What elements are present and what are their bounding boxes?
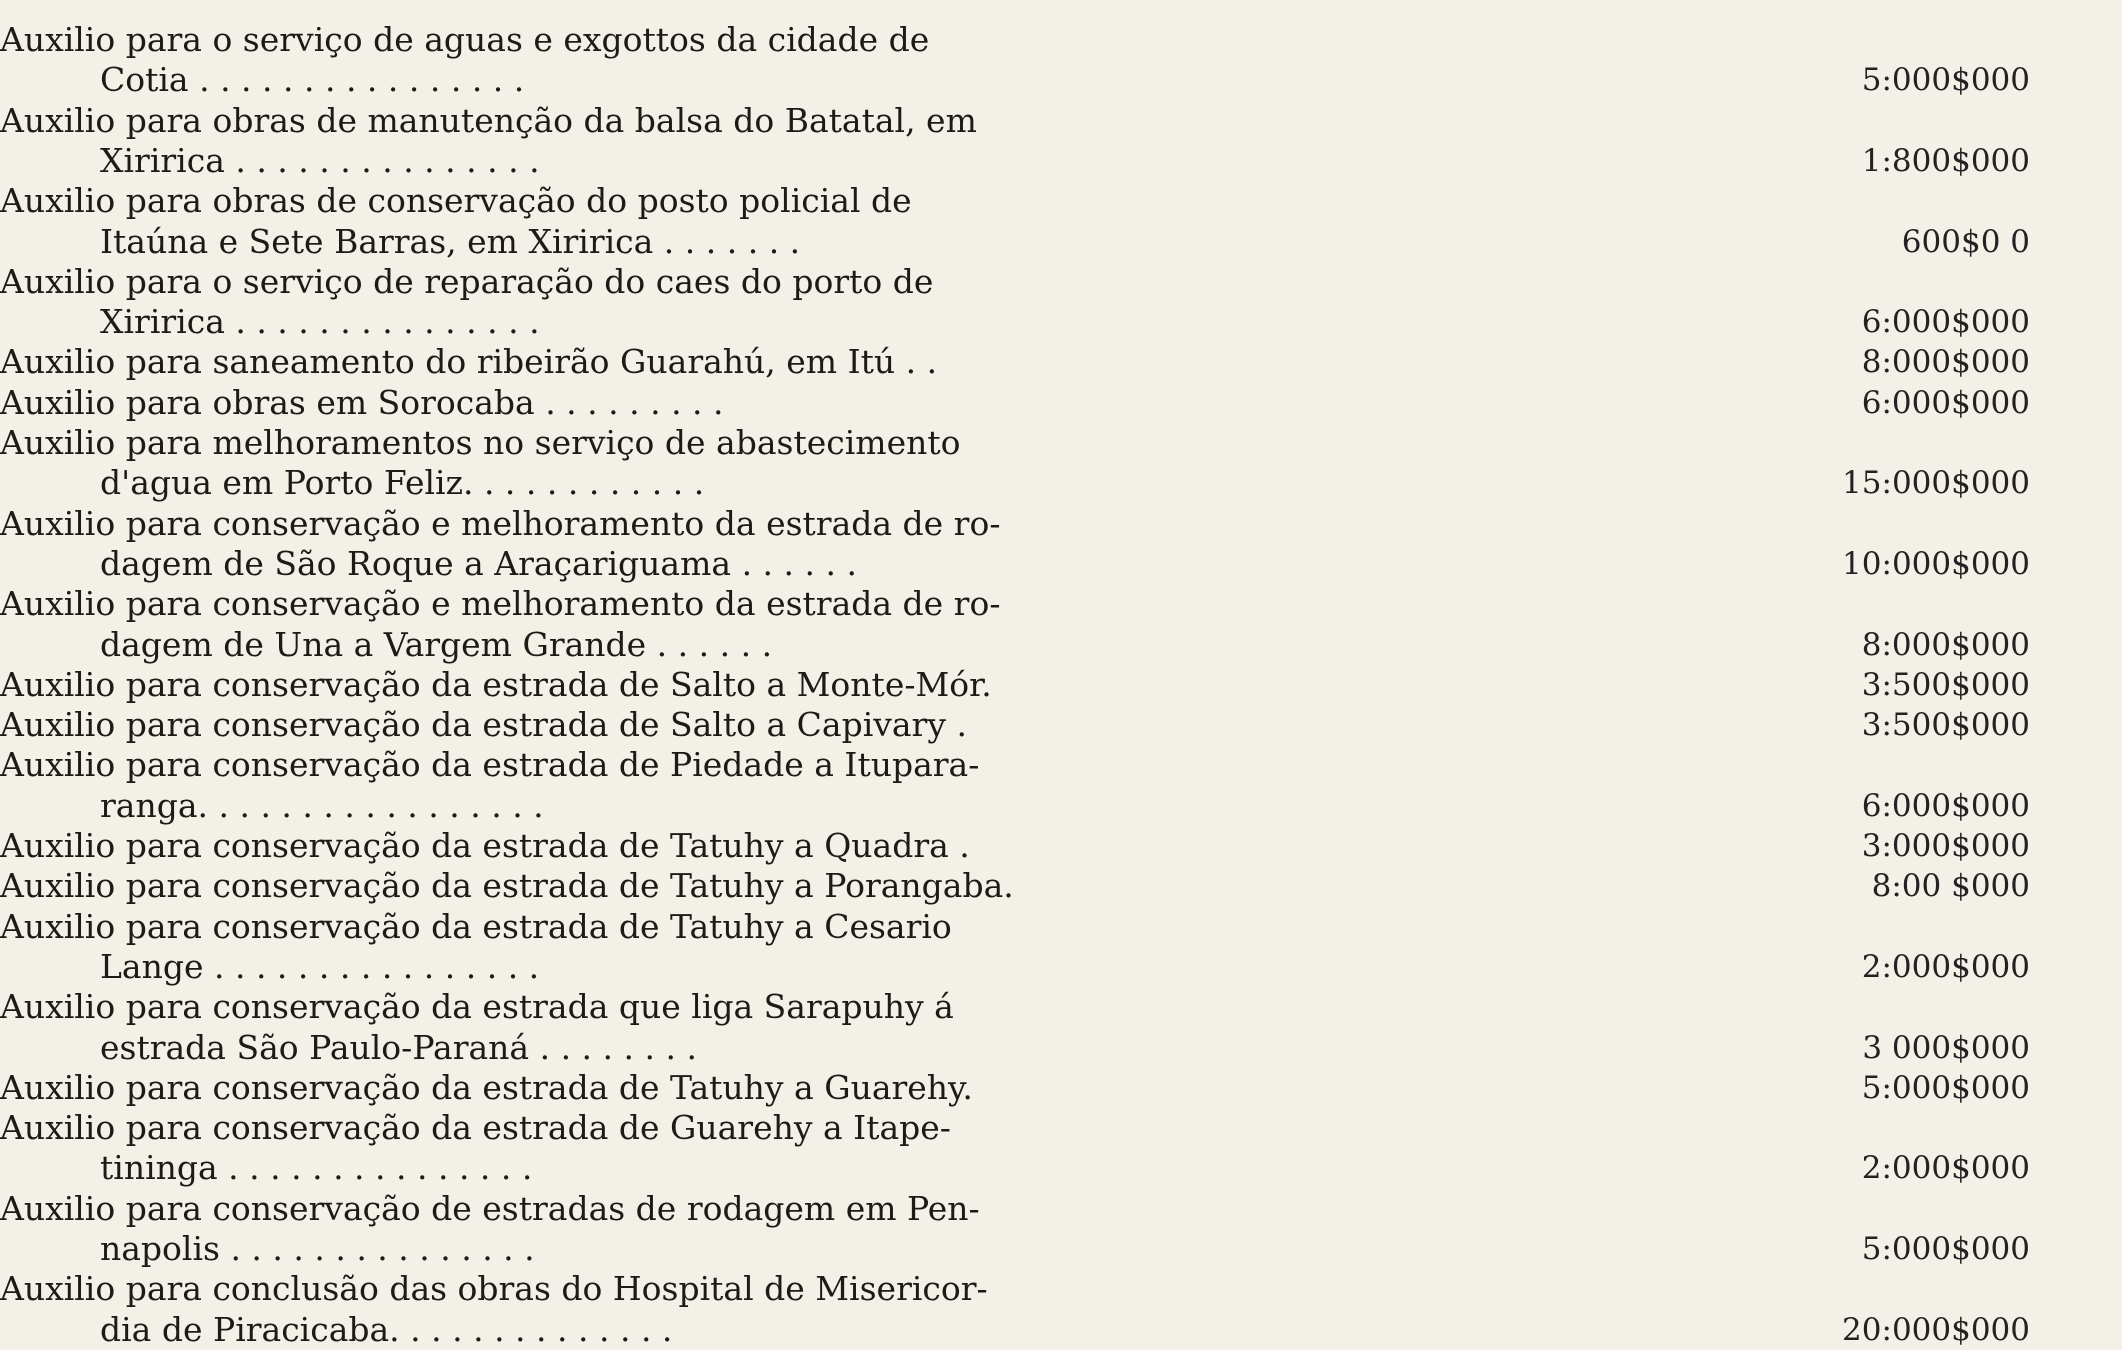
entry-description: Auxilio para conservação da estrada de Tatuhy a Quadra . [0,826,970,865]
entry-description-continuation: ranga. . . . . . . . . . . . . . . . . [100,785,544,825]
entry-amount: 20:000$000 [1842,1311,2030,1348]
entry-description-continuation: dagem de Una a Vargem Grande . . . . . . [100,624,773,664]
entry-description: Auxilio para o serviço de aguas e exgottos da cidade de [0,20,930,59]
entry-description-continuation: Cotia . . . . . . . . . . . . . . . . [100,60,525,100]
entry-amount: 2:000$000 [1861,948,2030,985]
entry-description: Auxilio para conservação e melhoramento da estrada de ro- [0,503,1001,543]
entry-description: Auxilio para conservação da estrada de Piedade a Itupara- [0,745,980,785]
entry-amount: 600$0 0 [1901,223,2030,260]
entry-amount: 6:000$000 [1861,787,2030,824]
entry-amount: 5:000$000 [1861,62,2030,99]
entry-amount: 5:000$000 [1861,1231,2030,1267]
entry-description-continuation: dia de Piracicaba. . . . . . . . . . . . . . [100,1309,673,1349]
entry-description-continuation: Xiririca . . . . . . . . . . . . . . . [100,302,540,342]
entry-description-continuation: Lange . . . . . . . . . . . . . . . . [100,946,540,986]
entry-amount: 8:000$000 [1861,344,2030,381]
entry-amount: 3:000$000 [1861,828,2030,864]
entry-description-continuation: d'agua em Porto Feliz. . . . . . . . . . . . [100,463,705,503]
entry-description: Auxilio para conclusão das obras do Hospital de Misericor- [0,1269,988,1309]
entry-amount: 5:000$000 [1861,1069,2030,1106]
entry-amount: 8:00 $000 [1871,868,2030,905]
entry-amount: 2:000$000 [1861,1150,2030,1187]
entry-description: Auxilio para o serviço de reparação do caes do porto de [0,261,934,301]
entry-description: Auxilio para conservação da estrada de Guarehy a Itape- [0,1108,951,1148]
entry-amount: 6:000$000 [1861,384,2030,421]
entry-amount: 8:000$000 [1861,626,2030,663]
entry-description: Auxilio para conservação da estrada de Salto a Monte-Mór. [0,664,992,704]
entry-description: Auxilio para melhoramentos no serviço de abastecimento [0,423,961,462]
entry-description: Auxilio para conservação da estrada que liga Sarapuhy á [0,987,954,1027]
entry-description-continuation: dagem de São Roque a Araçariguama . . . . . . [100,543,857,583]
entry-amount: 10:000$000 [1842,545,2030,582]
entry-description-continuation: Xiririca . . . . . . . . . . . . . . . [100,140,540,180]
entry-amount: 15:000$000 [1842,465,2030,502]
entry-description: Auxilio para conservação da estrada de Tatuhy a Porangaba. [0,866,1014,906]
entry-description-continuation: tininga . . . . . . . . . . . . . . . [100,1148,533,1188]
entry-amount: 6:000$000 [1861,304,2030,341]
entry-amount: 3:500$000 [1861,666,2030,703]
entry-description-continuation: napolis . . . . . . . . . . . . . . . [100,1229,535,1268]
entry-description: Auxilio para conservação de estradas de rodagem em Pen- [0,1188,980,1228]
entry-description: Auxilio para obras de manutenção da balsa do Batatal, em [0,100,977,140]
entry-amount: 3 000$000 [1862,1029,2030,1066]
entry-description: Auxilio para conservação da estrada de Tatuhy a Guarehy. [0,1067,973,1107]
entry-description: Auxilio para conservação da estrada de Tatuhy a Cesario [0,906,952,946]
entry-amount: 3:500$000 [1861,707,2030,744]
entry-description: Auxilio para conservação da estrada de Salto a Capivary . [0,705,967,745]
entry-description: Auxilio para saneamento do ribeirão Guarahú, em Itú . . [0,342,938,382]
entry-description: Auxilio para conservação e melhoramento da estrada de ro- [0,584,1001,624]
entry-description-continuation: estrada São Paulo-Paraná . . . . . . . . [100,1027,697,1067]
entry-description-continuation: Itaúna e Sete Barras, em Xiririca . . . . . . . [100,221,801,261]
entry-description: Auxilio para obras de conservação do posto policial de [0,181,912,221]
entry-description: Auxilio para obras em Sorocaba . . . . . . . . . [0,382,724,422]
entry-amount: 1:800$000 [1861,142,2030,179]
